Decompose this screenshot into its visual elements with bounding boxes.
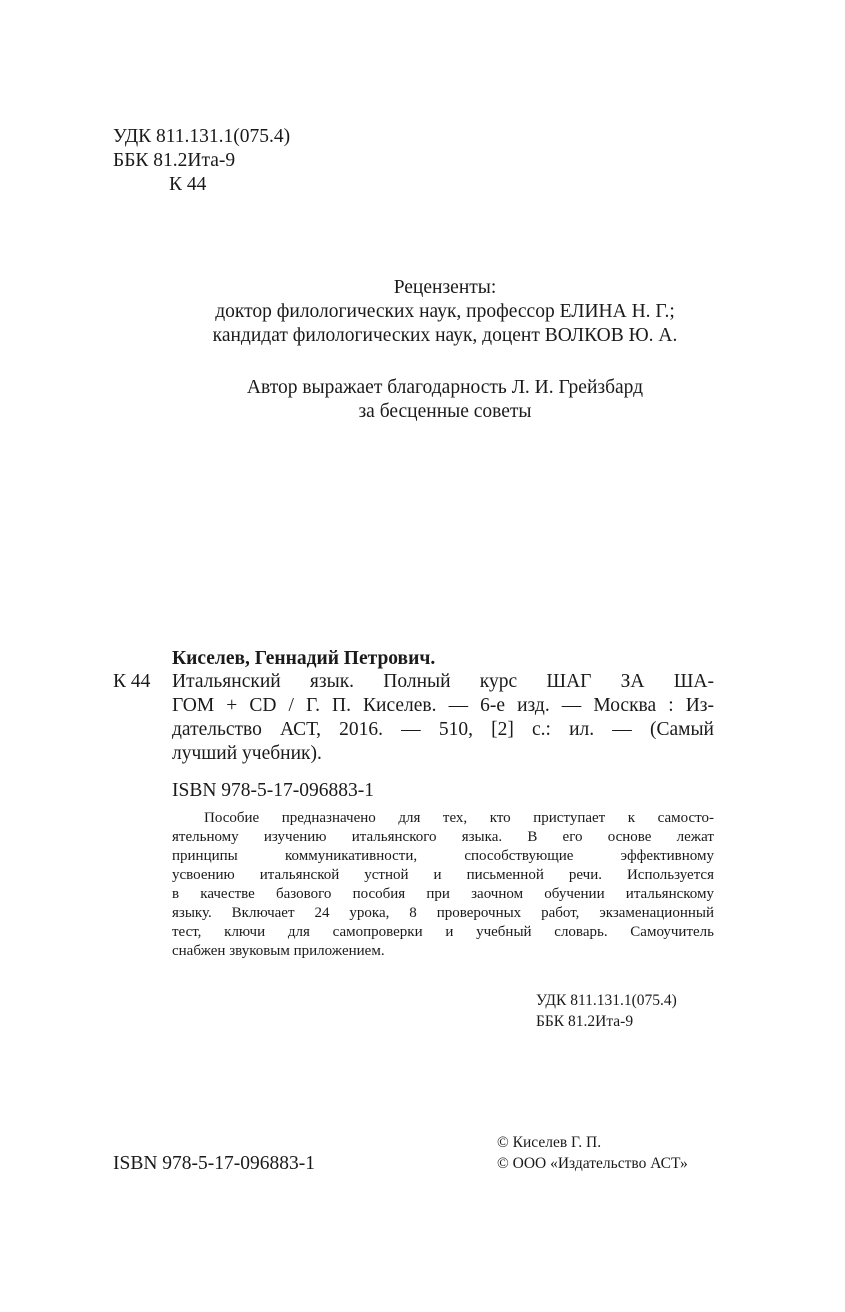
isbn-bottom: ISBN 978-5-17-096883-1 xyxy=(113,1153,316,1174)
annotation-line: принципы коммуникативности, способствующие эффективному xyxy=(172,848,714,864)
description-line: ГОМ + CD / Г. П. Киселев. — 6-е изд. — Москва : Из- xyxy=(172,695,714,716)
copyright-author: © Киселев Г. П. xyxy=(497,1134,602,1151)
copyright-block xyxy=(497,1132,688,1174)
reviewers-heading: Рецензенты: xyxy=(393,277,497,298)
annotation-line: снабжен звуковым приложением. xyxy=(172,943,385,959)
annotation-line: ятельному изучению итальянского языка. В его основе лежат xyxy=(172,829,714,845)
author-sign: К 44 xyxy=(169,174,207,195)
acknowledgement-line: Автор выражает благодарность Л. И. Грейзбард xyxy=(246,377,644,398)
description-line: Итальянский язык. Полный курс ШАГ ЗА ША- xyxy=(172,671,714,692)
annotation-line: Пособие предназначено для тех, кто приступает к самосто- xyxy=(204,810,714,826)
bbk-code: ББК 81.2Ита-9 xyxy=(536,1013,634,1030)
annotation-line: языку. Включает 24 урока, 8 проверочных работ, экзаменационный xyxy=(172,905,714,921)
description-line: дательство АСТ, 2016. — 510, [2] с.: ил. — (Самый xyxy=(172,719,714,740)
udk-code: УДК 811.131.1(075.4) xyxy=(113,126,291,147)
acknowledgement-line: за бесценные советы xyxy=(358,401,532,422)
bbk-code: ББК 81.2Ита-9 xyxy=(113,150,236,171)
annotation-line: усвоению итальянской устной и письменной речи. Используется xyxy=(172,867,714,883)
catalog-isbn: ISBN 978-5-17-096883-1 xyxy=(172,780,375,801)
annotation-line: в качестве базового пособия при заочном обучении итальянскому xyxy=(172,886,714,902)
classification-codes-bottom xyxy=(536,990,677,1032)
reviewer-line: кандидат филологических наук, доцент ВОЛКОВ Ю. А. xyxy=(212,325,678,346)
catalog-author-sign: К 44 xyxy=(113,671,151,692)
description-line: лучший учебник). xyxy=(172,743,322,764)
udk-code: УДК 811.131.1(075.4) xyxy=(536,992,677,1009)
annotation-line: тест, ключи для самопроверки и учебный словарь. Самоучитель xyxy=(172,924,714,940)
copyright-publisher: © ООО «Издательство АСТ» xyxy=(497,1155,688,1172)
reviewers-block xyxy=(160,276,730,348)
annotation xyxy=(172,809,714,961)
catalog-author: Киселев, Геннадий Петрович. xyxy=(172,648,436,669)
acknowledgement xyxy=(160,376,730,424)
catalog-description xyxy=(172,670,714,766)
classification-codes-top xyxy=(113,125,290,197)
reviewer-line: доктор филологических наук, профессор ЕЛИНА Н. Г.; xyxy=(215,301,675,322)
